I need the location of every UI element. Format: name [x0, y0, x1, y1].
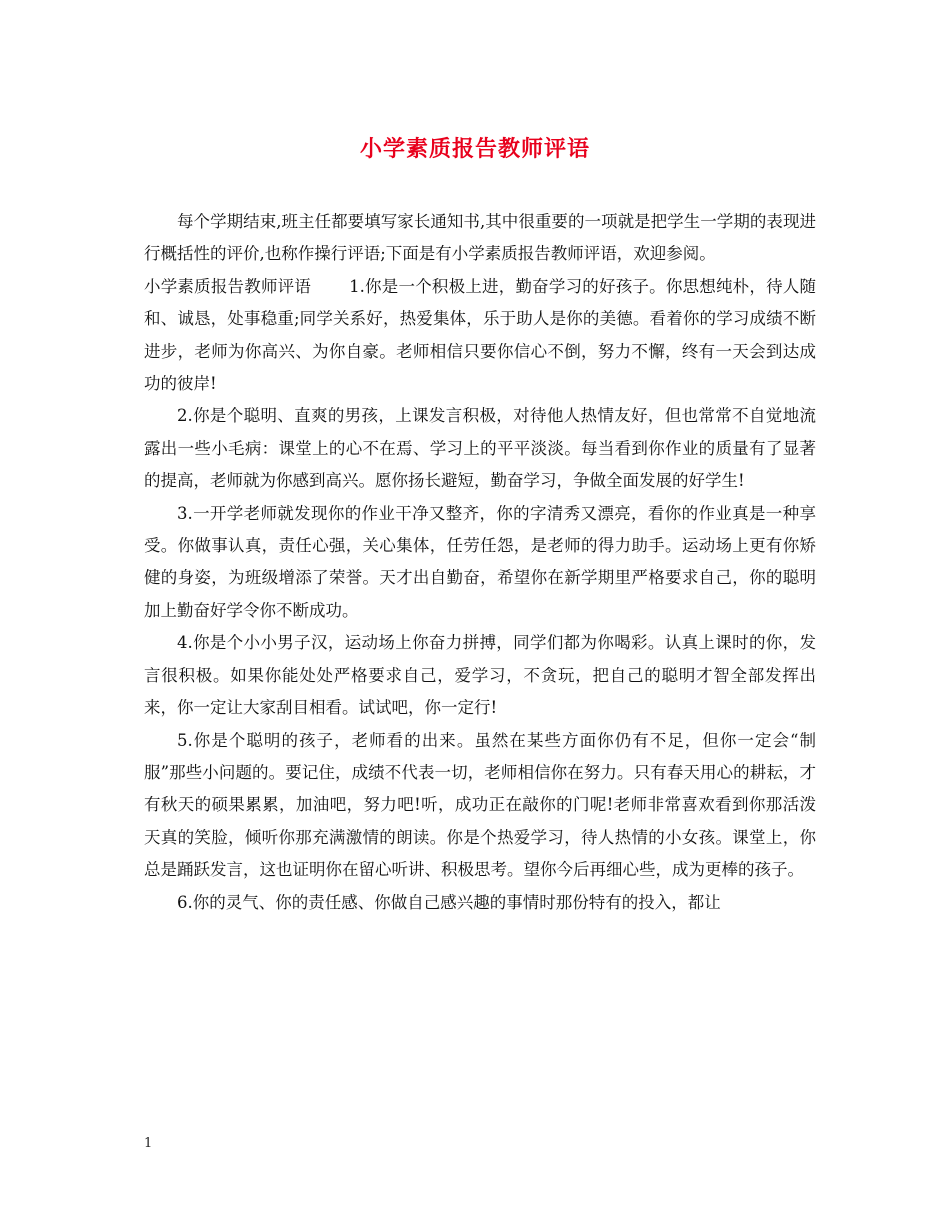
page-number: 1 [144, 1136, 153, 1151]
document-title: 小学素质报告教师评语 [359, 136, 590, 162]
comment-text-1: 1.你是一个积极上进，勤奋学习的好孩子。你思想纯朴，待人随和、诚恳，处事稳重;同学关系好，热爱集体，乐于助人是你的美德。看着你的学习成绩不断进步，老师为你高兴、为你自豪。老师相信只要你信心不倒，努力不懈，终有一天会到达成功的彼岸! [144, 276, 817, 394]
comment-paragraph-1 [144, 271, 816, 401]
comment-paragraph-6: 6.你的灵气、你的责任感、你做自己感兴趣的事情时那份特有的投入，都让 [177, 892, 721, 912]
comment-paragraph-3: 3.一开学老师就发现你的作业干净又整齐，你的字清秀又漂亮，看你的作业真是一种享受。你做事认真，责任心强，关心集体，任劳任怨，是老师的得力助手。运动场上更有你矫健的身姿，为班级增添了荣誉。天才出自勤奋，希望你在新学期里严格要求自己，你的聪明加上勤奋好学令你不断成功。 [144, 503, 816, 620]
intro-paragraph: 每个学期结束,班主任都要填写家长通知书,其中很重要的一项就是把学生一学期的表现进行概括性的评价,也称作操行评语;下面是有小学素质报告教师评语，欢迎参阅。 [144, 212, 816, 264]
comment-paragraph-2: 2.你是个聪明、直爽的男孩，上课发言积极，对待他人热情友好，但也常常不自觉地流露出一些小毛病：课堂上的心不在焉、学习上的平平淡淡。每当看到你作业的质量有了显著的提高，老师就为你感到高兴。愿你扬长避短，勤奋学习，争做全面发展的好学生! [144, 406, 816, 491]
document-body [144, 206, 816, 919]
comment-paragraph-5: 5.你是个聪明的孩子，老师看的出来。虽然在某些方面你仍有不足，但你一定会“制服”那些小问题的。要记住，成绩不代表一切，老师相信你在努力。只有春天用心的耕耘，才有秋天的硕果累累，加油吧，努力吧!听，成功正在敲你的门呢!老师非常喜欢看到你那活泼天真的笑脸，倾听你那充满激情的朗读。你是个热爱学习，待人热情的小女孩。课堂上，你总是踊跃发言，这也证明你在留心听讲、积极思考。望你今后再细心些，成为更棒的孩子。 [144, 730, 816, 880]
comment-paragraph-4: 4.你是个小小男子汉，运动场上你奋力拼搏，同学们都为你喝彩。认真上课时的你，发言很积极。如果你能处处严格要求自己，爱学习，不贪玩，把自己的聪明才智全部发挥出来，你一定让大家刮目相看。试试吧，你一定行! [144, 633, 816, 718]
section-heading: 小学素质报告教师评语 [144, 276, 312, 296]
